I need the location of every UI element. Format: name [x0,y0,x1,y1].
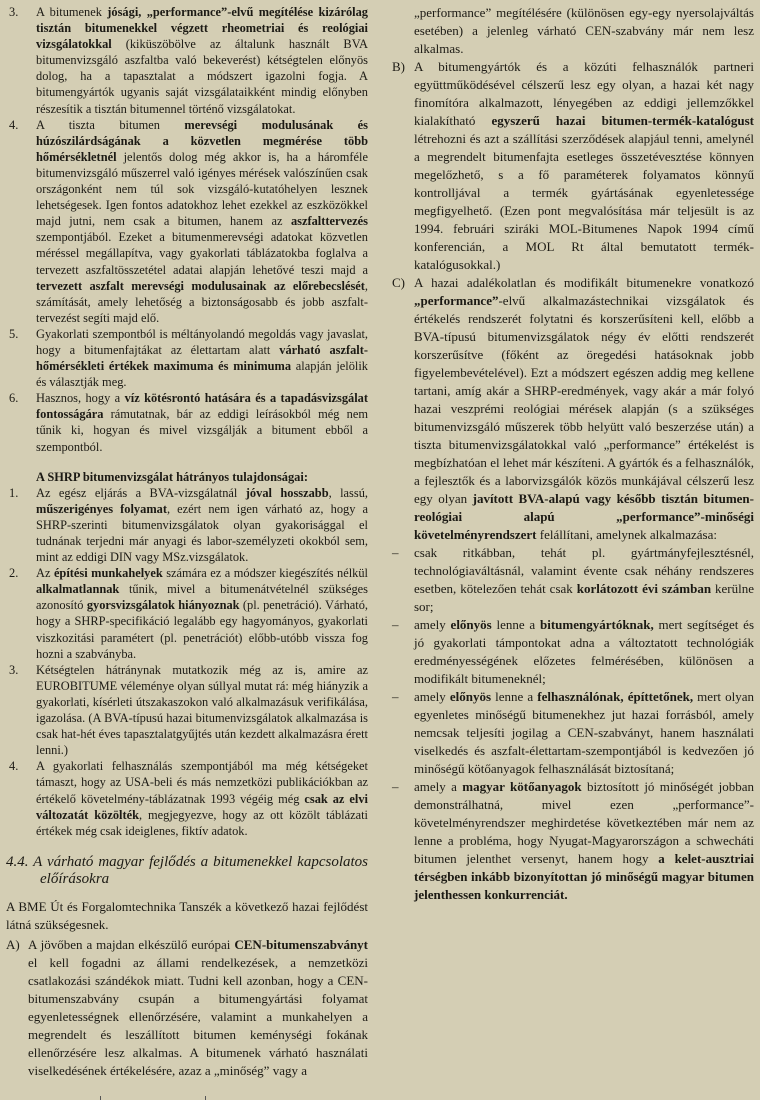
scan-mark [100,1096,101,1100]
body-text: rámutatnak, bár az eddigi leírásokból még nem tűnik ki, hogyan és mivel vizsgálják a bitument ebből a szempontból. [36,407,368,454]
body-text: Gyakorlati szempontból is méltányolandó megoldás vagy javaslat, hogy a bitumenfajtákat az élettartam alatt [36,326,368,357]
body-text: számára ez a módszer kiegészítés nélkül [162,566,368,581]
body-text: jelentős dolog még akkor is, ha a háromféle bitumenvizsgáló műszerrel való igényes mérések valószínűen csak országonként nem túl sok vizsgáló-kutatóhelyen lesznek lehetségesek. Igen fontos adatokhoz lehet ezekkel az eszközökkel majd jutni, nem csak a bitumen, hanem az [36,149,368,229]
body-text: amely a [414,779,463,794]
body-text: lenne a [491,689,538,704]
proposal-a-continuation: „performance” megítélésére (különösen egy-egy nyersolajváltás esetében) a jelenleg várható CEN-szabvány már nem lesz alkalmas. [414,5,754,56]
item-marker: 1. [9,485,19,500]
list-item [6,390,368,454]
emphasis-text: a kelet-ausztriai térségben inkább bizonyítottan jó minőségű magyar bitumen jelenthessen konkurrenciát. [414,851,754,902]
body-text: Hasznos, hogy a [36,391,125,406]
body-text: (pl. penetráció). Várható, hogy a SHRP-specifikáció legalább egy hagyományos, gyakorlati viszkozitási paramétert (pl. penetrációt) előbb-utóbb vissza fog hozni a szabványba. [36,598,369,661]
left-column [6,4,368,1080]
emphasis-text: gyorsvizsgálatok hiányoznak [86,598,240,613]
section-intro: A BME Út és Forgalomtechnika Tanszék a következő hazai fejlődést látná szükségesnek. [6,898,368,932]
section-title: 4.4. A várható magyar fejlődés a bitumenekkel kapcsolatos előírásokra [6,853,368,887]
emphasis-text: „performance” [414,293,499,308]
body-text: (kiküszöbölve az általunk használt BVA bitumenvizsgáló aszfaltba való bekeverést) kétségtelen előnyös dolog, ha a tapasztalat a módszert igazolni fogja. A bitumengyártók ugyanis saját vizsgálataikként mindig előnyben részesítik a tisztán bitumennel történő vizsgálatokat. [36,37,368,116]
item-marker: – [392,617,399,632]
emphasis-text: alkalmatlannak [36,582,120,597]
list-item [6,485,368,565]
emphasis-text: előnyös [450,617,492,632]
item-marker: 3. [9,5,19,19]
body-text: , megjegyezve, hogy az ott közölt táblázati értékek még csak ideiglenes, fiktív adatok. [36,807,368,838]
body-text: mert olyan egyenletes minőségű bitumenekhez jut hazai forrásból, amely nemcsak teljesíti jogilag a CEN-szabványt, hanem használati viselkedés és aszfalt-élettartam-szempontjából is kedvezően jó minőségű kötőanyagok felhasználását biztosítaná; [414,689,754,776]
item-marker: C) [392,275,405,290]
list-item [6,565,368,662]
scan-mark [205,1096,206,1100]
item-marker: 4. [9,117,19,132]
item-marker: 2. [9,566,19,581]
disadvantages-heading: A SHRP bitumenvizsgálat hátrányos tulajdonságai: [36,469,308,484]
body-text: felállítani, amelynek alkalmazása: [536,527,717,542]
body-text: Az [36,566,54,581]
emphasis-text: korlátozott évi számban [576,581,712,596]
emphasis-text: tervezett aszfalt merevségi modulusainak az előrebecslését [36,278,365,293]
advantages-list [6,4,368,455]
emphasis-text: bitumengyártóknak, [539,617,654,632]
list-item [6,758,368,838]
emphasis-text: építési munkahelyek [53,566,163,581]
item-marker: – [392,545,399,560]
body-text: -elvű alkalmazástechnikai vizsgálatok és értékelés rendszerét folytatni és korszerűsíteni kell, előbb a BVA-típusú bitumenvizsgálatok négy év előtti rendszerét korszerűsítve (főként az öregedési hatásoknak jobb figyelembevételével). Ezt a módszert egészen addig meg kellene tartani, amíg akár a SHRP-eredmények, vagy akár a már folyó hazai veszprémi reológiai mérések alapján (s a szükséges bitumenvizsgáló műszerek több helyütt való beszerzése után) a tiszta bitumenvizsgálatokkal való „performance” értékelést is megbízhatóan el lehet már készíteni. A gyártók és a felhasználók, a fejlesztők és a laborvizsgálók közös munkájával célszerű lesz egy olyan [414,293,754,506]
body-text: , lassú, [328,485,368,500]
item-marker: A) [6,936,20,952]
body-text: el kell fogadni az állami rendelkezések, a nemzetközi csatlakozási szándékok miatt. Tudni kell azonban, hogy a CEN-bitumenszabvány csupán a bitumengyártási folyamat egyenletességnek ellenőrzésére, valamint a munkahelyen a megrendelt és leszállított bitumen keménységi fokának ellenőrzésére lesz alkalmas. A bitumenek várható használati viselkedésének értékelésére, azaz a „minőség” vagy a [28,954,368,1078]
body-text: A jövőben a majdan elkészülő európai [28,936,235,952]
body-text: biztosított jó minőségét jobban demonstrálhatná, mivel ezen „performance”-követelményrendszer meghirdetése következtében már nem az lenne a probléma, hogy Nyugat-Magyarországon a schwecháti bitumen jelenthet versenyt, hanem hogy [414,779,754,866]
emphasis-text: jóval hosszabb [245,485,329,500]
emphasis-text: jósági, „performance”-elvű megítélése kizárólag tisztán bitumenekkel végzett rheometriai és reológiai vizsgálatokkal [36,5,368,52]
body-text: Kétségtelen hátránynak mutatkozik még az is, amire az EUROBITUME véleménye olyan súllyal mutat rá: még hiányzik a gyakorlati, kísérleti útszakaszokon való alkalmazásuk verifikálása, igazolása. (A BVA-típusú hazai bitumenvizsgálatok alkalmazása is csak hat-hét éves tapasztalatgyűjtés után kezdett alkalmazásra érett lenni.) [36,662,368,758]
emphasis-text: csak az elvi változatát közölték [36,791,368,822]
list-item [6,117,368,326]
body-text: A tiszta bitumen [36,117,185,132]
proposal-b [392,58,754,274]
proposal-a [6,936,368,1080]
body-text: mert segítséget és jó gyakorlati támpontokat adna a változtatott technológiák eredményességének előzetes felmérésében, különösen a modifikált bitumeneknél; [414,617,755,686]
body-text: A hazai adalékolatlan és modifikált bitumenekre vonatkozó [414,275,754,290]
item-marker: 3. [9,662,19,677]
dash-list-item [392,544,754,616]
emphasis-text: felhasználónak, építtetőnek, [537,689,694,704]
list-item [6,326,368,390]
body-text: lenne a [491,617,540,632]
item-marker: 4. [9,759,19,774]
body-text: alapján jelölik és választják meg. [36,359,368,390]
list-item [6,4,368,117]
emphasis-text: merevségi modulusának és húzószilárdságának a közvetlen megmérése több hőmérsékletnél [36,117,368,164]
item-marker: 6. [9,391,19,406]
body-text: csak ritkábban, tehát pl. gyártmányfejlesztésnél, technológiaváltásnál, valamint évente csak néhány rendszeres esetben, kötelezően tehát csak [414,545,754,596]
lettered-item [392,58,754,274]
body-text: amely [414,689,450,704]
emphasis-text: várható aszfalt-hőmérsékleti értékek maximuma és minimuma [36,342,368,374]
lettered-item [392,274,754,544]
lettered-item [6,936,368,1080]
body-text: szempontjából. Ezeket a bitumenmerevségi adatokat közvetlen méréssel megállapítva, vagy gyakorlati táblázatokba foglalva a tervezett aszfaltösszetétel adatai alapján lehetővé teszi majd a [36,230,368,277]
right-column [392,4,754,904]
item-marker: B) [392,59,405,74]
item-marker: – [392,689,399,704]
emphasis-text: javított BVA-alapú vagy később tisztán bitumen-reológiai alapú „performance”-minőségi követelményrendszert [414,491,754,542]
emphasis-text: aszfalttervezés [290,214,368,229]
emphasis-text: CEN-bitumenszabványt [234,936,368,952]
body-text: A bitumenek [36,5,108,19]
body-text: A gyakorlati felhasználás szempontjából ma még kétségeket támaszt, hogy az USA-beli és más nemzetközi publikációkban az értékelő követelmény-táblázatnak 1993 végéig még [36,759,368,806]
dash-list-item [392,616,754,688]
body-text: amely [414,617,451,632]
body-text: , számítását, amely lehetőség a biztonságosabb és jobb aszfalt-tervezést segíti majd elő. [36,278,368,325]
emphasis-text: műszerigényes folyamat [36,501,167,516]
body-text: kerülne sor; [414,581,754,614]
requirement-bullets [392,544,754,904]
dash-list-item [392,778,754,904]
body-text: tűnik, mivel a bitumenátvételnél szükséges azonosító [36,582,368,613]
dash-list-item [392,688,754,778]
emphasis-text: egyszerű hazai bitumen-termék-katalógust [491,113,755,128]
emphasis-text: víz kötésrontó hatására és a tapadásvizsgálat fontosságára [36,391,368,422]
emphasis-text: magyar kötőanyagok [462,779,582,794]
body-text: , ezért nem igen várható az, hogy a SHRP-szerinti bitumenvizsgálatok olyan gyakorisággal el tudnának terjedni már anyagi és labor-személyzeti okokból sem, mint az eddigi DIN vagy MSz.vizsgálatok. [36,501,369,565]
proposal-c [392,274,754,544]
body-text: A bitumengyártók és a közúti felhasználók partneri együttműködésével célszerű lesz egy olyan, a hazai két nagy finomítóra alkalmazott, lényegében az eddigi jellemzőkkel kialakítható [414,59,754,128]
body-text: létrehozni és azt a szállítási szerződések alapjául tenni, amelynél a megrendelt bitumenfajta esetleges összetévesztése könnyen megelőzhető, s a fő paraméterek folyamatos könnyű kontrolljával a termék gyártásának egyenletessége megfigyelhető. (Ezen pont megvalósítása már teljesült is az 1994. februári sziráki MOL-Bitumenes Napok 1994 című konferencián, a MOL Rt által bemutatott termék-katalógusokkal.) [414,131,754,272]
emphasis-text: előnyös [449,689,492,704]
disadvantages-list [6,485,368,839]
list-item [6,662,368,759]
body-text: Az egész eljárás a BVA-vizsgálatnál [36,485,246,500]
item-marker: – [392,779,399,794]
item-marker: 5. [9,326,19,341]
